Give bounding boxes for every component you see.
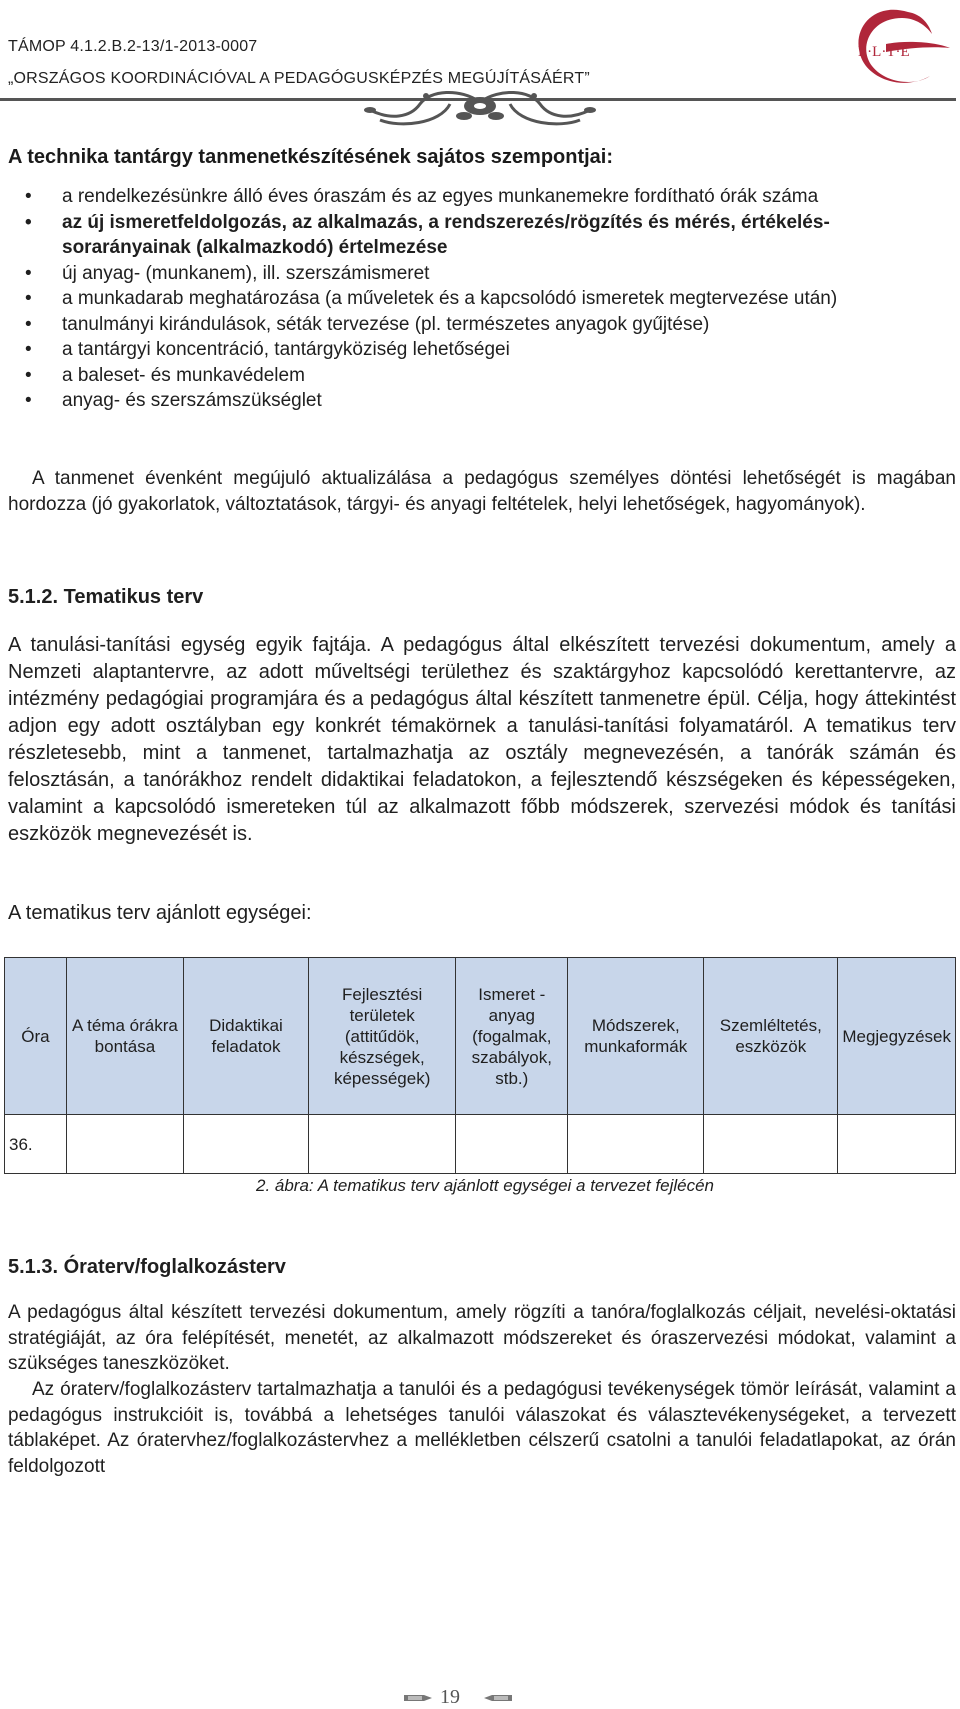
table-header-cell: Megjegyzések — [838, 958, 956, 1115]
page-number-deco-left-icon — [404, 1694, 432, 1702]
figure-caption: 2. ábra: A tematikus terv ajánlott egységei a tervezet fejlécén — [256, 1176, 714, 1195]
list-item: • a baleset- és munkavédelem — [0, 363, 950, 389]
project-code: TÁMOP 4.1.2.B.2-13/1-2013-0007 — [8, 38, 258, 55]
table-intro: A tematikus terv ajánlott egységei: — [8, 902, 312, 924]
list-item: • a tantárgyi koncentráció, tantárgyköziség lehetőségei — [0, 337, 950, 363]
list-item: • anyag- és szerszámszükséglet — [0, 388, 950, 414]
svg-text:E·L·T·E: E·L·T·E — [858, 44, 910, 60]
list-item: • tanulmányi kirándulások, séták tervezése (pl. természetes anyagok gyűjtése) — [0, 312, 950, 338]
bullet-icon: • — [25, 364, 32, 386]
table-cell — [568, 1115, 704, 1174]
table-cell: 36. — [5, 1115, 67, 1174]
header-ornament-icon — [330, 84, 630, 136]
bullet-icon: • — [25, 390, 32, 411]
table-header-cell: Fejlesztési területek (attitűdök, készségek, képességek) — [309, 958, 456, 1115]
bullet-icon: • — [25, 288, 32, 309]
paragraph-oraterv: A pedagógus által készített tervezési dokumentum, amely rögzíti a tanóra/foglalkozás céljait, nevelési-oktatási stratégiáját, az óra felépítését, menetét, az alkalmazott módszereket és óraszervezési módokat, valamint a szükséges taneszközöket. — [8, 1302, 956, 1374]
tematikus-terv-table — [4, 957, 956, 1174]
criteria-list — [0, 184, 960, 414]
bullet-icon: • — [25, 186, 32, 207]
table-header-cell: Szemléltetés, eszközök — [704, 958, 838, 1115]
table-cell — [838, 1115, 956, 1174]
table-cell — [309, 1115, 456, 1174]
list-item: • az új ismeretfeldolgozás, az alkalmazás, a rendszerezés/rögzítés és mérés, értékelés-sorarányainak (alkalmazkodó) értelmezése — [25, 211, 830, 258]
page-number: 19 — [440, 1686, 460, 1708]
project-title: „ORSZÁGOS KOORDINÁCIÓVAL A PEDAGÓGUSKÉPZÉS MEGÚJÍTÁSÁÉRT” — [8, 70, 590, 87]
table-header-row — [5, 958, 956, 1115]
table-header-cell: Ismeret -anyag (fogalmak, szabályok, stb.) — [456, 958, 568, 1115]
bullet-icon: • — [25, 313, 32, 335]
list-item: • a rendelkezésünkre álló éves óraszám és az egyes munkanemekre fordítható órák száma — [0, 184, 950, 210]
paragraph-tematikus-terv: A tanulási-tanítási egység egyik fajtája. A pedagógus által elkészített tervezési dokumentum, amely a Nemzeti alaptantervre, az adott műveltségi területhez és szaktárgyhoz kapcsolódó kerettantervre, az intézmény pedagógiai programjára és a pedagógus által készített tanmenetre épül. Célja, hogy áttekintést adjon egy adott osztályban egy konkrét témakörnek a tanulási-tanítási folyamatáról. A tematikus terv részletesebb, mint a tanmenet, tartalmazhatja az osztály megnevezésén, a tanórák számán és felosztásán, a tanórákhoz rendelt didaktikai feladatokon, a fejlesztendő készségeken és képességeken, valamint a kapcsolódó ismereteken túl az alkalmazott főbb módszerek, szervezési módok és tanítási eszközök megnevezését is. — [8, 634, 956, 845]
list-item: • a munkadarab meghatározása (a műveletek és a kapcsolódó ismeretek megtervezése után) — [0, 286, 950, 312]
paragraph-tanmenet: A tanmenet évenként megújuló aktualizálása a pedagógus személyes döntési lehetőségét is magában hordozza (jó gyakorlatok, változtatások, tárgyi- és anyagi feltételek, helyi lehetőségek, hagyományok). — [8, 468, 956, 515]
table-header-cell: A téma órákra bontása — [66, 958, 183, 1115]
page-header — [0, 0, 960, 140]
table-cell — [456, 1115, 568, 1174]
table-cell — [183, 1115, 308, 1174]
table-cell — [704, 1115, 838, 1174]
section-title: A technika tantárgy tanmenetkészítésének sajátos szempontjai: — [8, 146, 614, 168]
table-header-cell: Módszerek, munkaformák — [568, 958, 704, 1115]
paragraph-oraterv-2: Az óraterv/foglalkozásterv tartalmazhatja a tanulói és a pedagógusi tevékenységek tömör leírását, valamint a pedagógus instrukcióit is, továbbá a lehetséges tanulói válaszokat és választevékenységeket, a tervezett táblaképet. Az óratervhez/foglalkozástervhez a mellékletben célszerű csatolni a tanulói feladatlapokat, az órán feldolgozott — [8, 1379, 956, 1477]
table-row — [5, 1115, 956, 1174]
section-heading-512: 5.1.2. Tematikus terv — [8, 586, 204, 608]
section-heading-513: 5.1.3. Óraterv/foglalkozásterv — [8, 1256, 286, 1278]
table-header-cell: Didaktikai feladatok — [183, 958, 308, 1115]
table-cell — [66, 1115, 183, 1174]
bullet-icon: • — [25, 211, 32, 233]
table-header-cell: Óra — [5, 958, 67, 1115]
elte-logo-icon — [846, 4, 956, 100]
bullet-icon: • — [25, 262, 32, 284]
page-number-deco-right-icon — [484, 1694, 512, 1702]
bullet-icon: • — [25, 339, 32, 360]
list-item: • új anyag- (munkanem), ill. szerszámismeret — [0, 261, 950, 287]
